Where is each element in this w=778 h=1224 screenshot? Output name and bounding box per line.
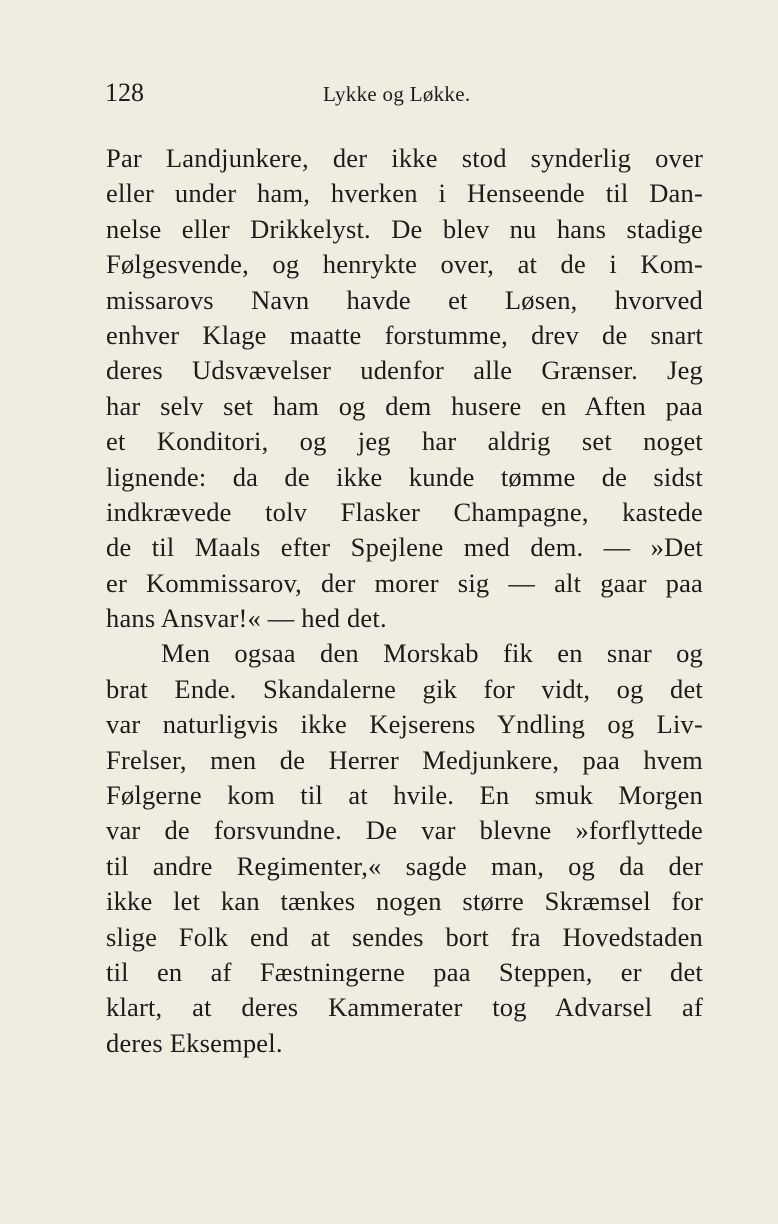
text-line: lignende: da de ikke kunde tømme de sidst [106, 461, 703, 492]
text-line: deres Eksempel. [106, 1027, 283, 1058]
page-header [105, 78, 705, 108]
text-line: deres Udsvævelser udenfor alle Grænser. Jeg [106, 355, 703, 386]
text-line: ikke let kan tænkes nogen større Skræmsel for [106, 886, 703, 917]
text-line: hans Ansvar!« — hed det. [106, 603, 387, 634]
text-line: eller under ham, hverken i Henseende til Dan- [106, 178, 703, 209]
paragraph [106, 636, 703, 1061]
text-line: var naturligvis ikke Kejserens Yndling og Liv- [106, 709, 703, 740]
text-line: Par Landjunkere, der ikke stod synderlig over [106, 143, 703, 173]
text-line: Men ogsaa den Morskab fik en snar og [161, 638, 703, 669]
running-title: Lykke og Løkke. [323, 82, 471, 106]
text-line: har selv set ham og dem husere en Aften paa [106, 390, 703, 421]
text-line: indkrævede tolv Flasker Champagne, kastede [106, 496, 703, 527]
text-line: et Konditori, og jeg har aldrig set noget [106, 426, 703, 457]
text-line: er Kommissarov, der morer sig — alt gaar paa [106, 567, 703, 598]
text-line: nelse eller Drikkelyst. De blev nu hans stadige [106, 213, 703, 244]
text-line: til andre Regimenter,« sagde man, og da der [106, 850, 703, 881]
body-text [106, 141, 703, 1061]
text-line: klart, at deres Kammerater tog Advarsel af [106, 992, 703, 1023]
text-line: Følgesvende, og henrykte over, at de i Kom- [106, 249, 703, 280]
paragraph [106, 141, 703, 636]
text-line: Følgerne kom til at hvile. En smuk Morgen [106, 780, 703, 811]
text-line: enhver Klage maatte forstumme, drev de snart [106, 319, 703, 350]
text-line: var de forsvundne. De var blevne »forflyttede [106, 815, 703, 846]
text-line: Frelser, men de Herrer Medjunkere, paa hvem [106, 744, 703, 775]
text-line: missarovs Navn havde et Løsen, hvorved [106, 284, 703, 315]
text-line: brat Ende. Skandalerne gik for vidt, og det [106, 673, 703, 704]
page-number: 128 [105, 78, 144, 107]
text-line: slige Folk end at sendes bort fra Hovedstaden [106, 921, 703, 952]
text-line: til en af Fæstningerne paa Steppen, er det [106, 956, 703, 987]
text-line: de til Maals efter Spejlene med dem. — »Det [106, 532, 703, 563]
